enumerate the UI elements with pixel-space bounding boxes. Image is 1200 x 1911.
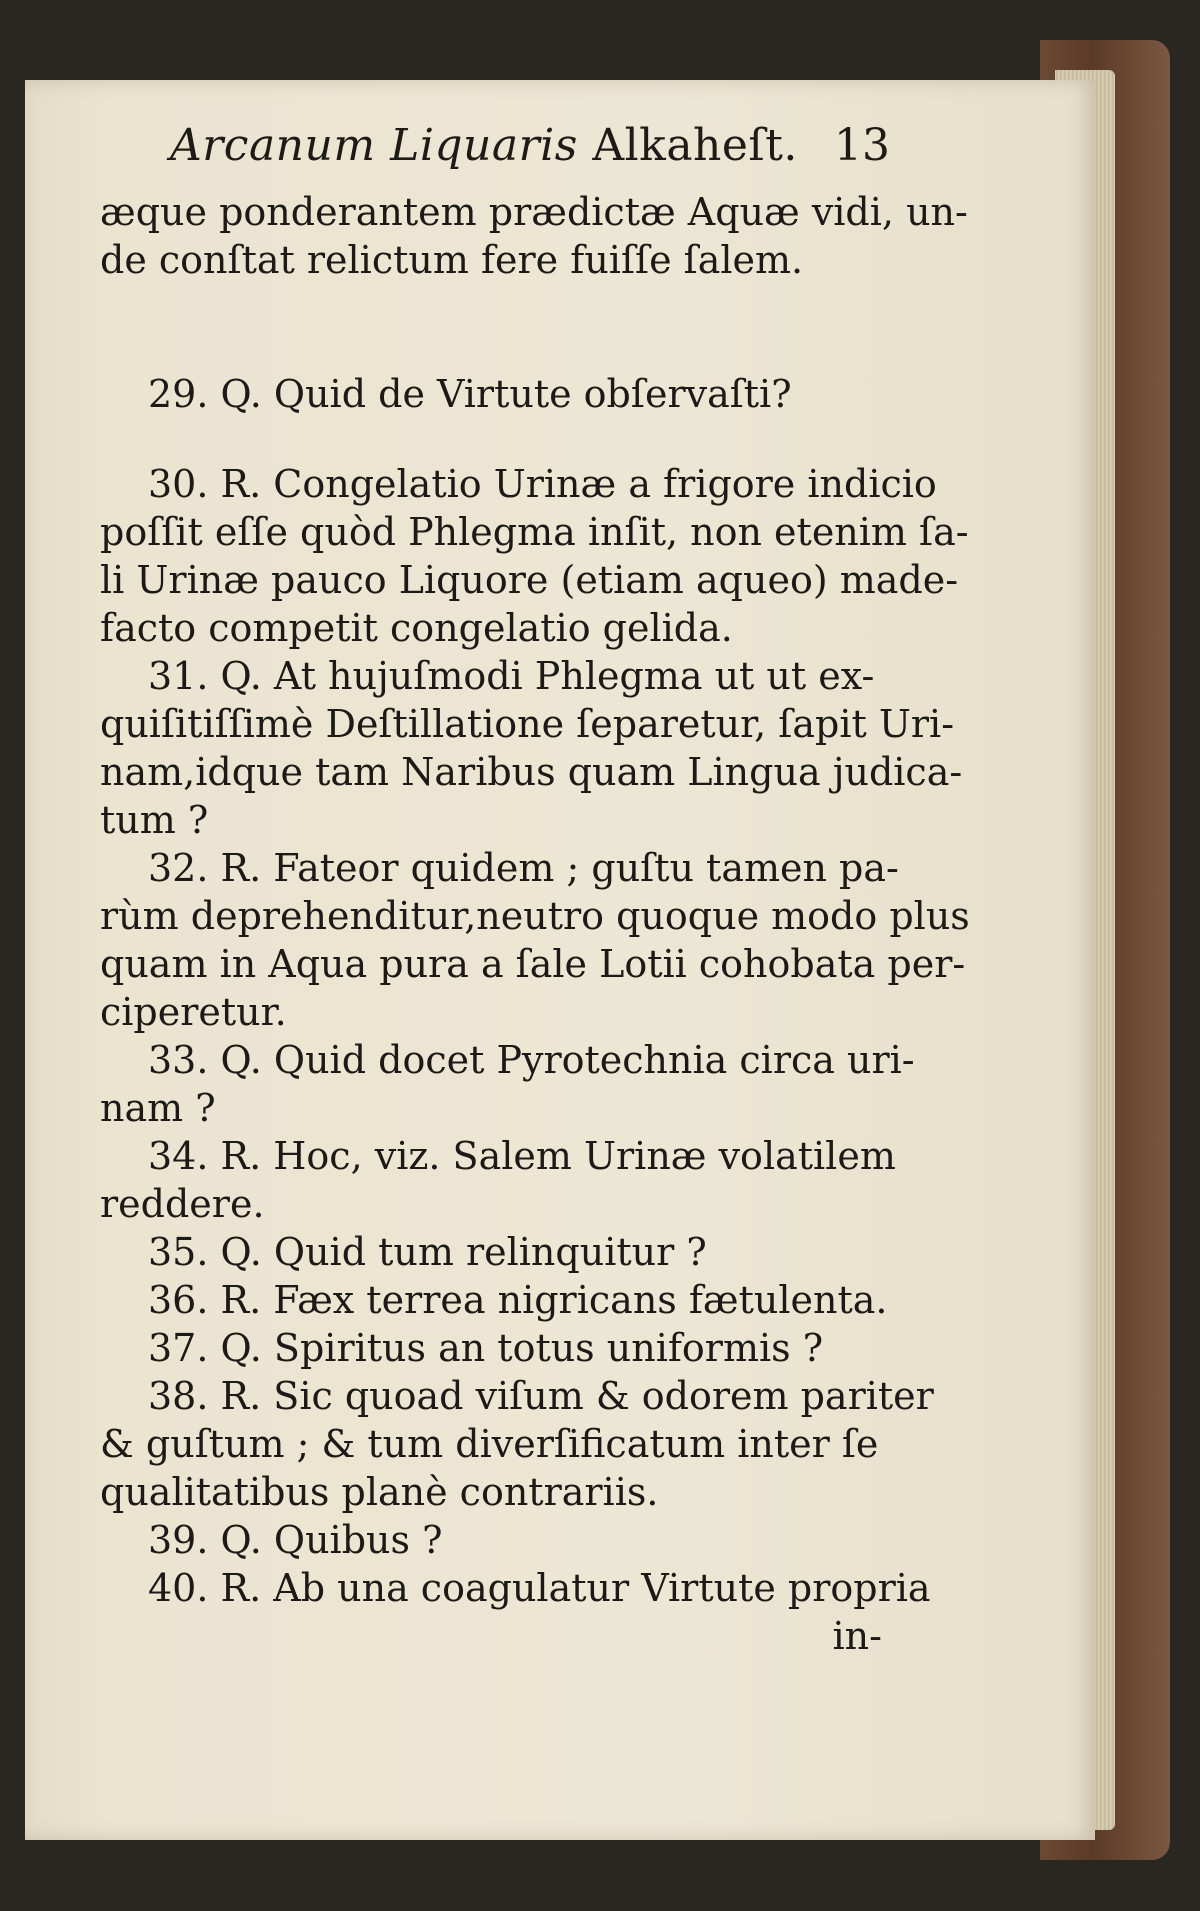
title-part-2: Liquaris [390,120,578,171]
text-line: 38. R. Sic quoad viſum & odorem pariter [148,1374,934,1418]
text-line: & guſtum ; & tum diverſificatum inter ſe [100,1422,879,1466]
text-line: ciperetur. [100,990,287,1034]
text-line: tum ? [100,798,209,842]
text-line: 39. Q. Quibus ? [148,1518,443,1562]
running-header [170,120,890,180]
text-line: 29. Q. Quid de Virtute obſervaſti? [148,372,792,416]
text-line: 36. R. Fæx terrea nigricans fætulenta. [148,1278,888,1322]
title-part-3: Alkaheſt. [592,120,798,171]
spacer [100,418,890,460]
text-line: facto competit congelatio gelida. [100,606,733,650]
text-line: reddere. [100,1182,265,1226]
text-line: li Urinæ pauco Liquore (etiam aqueo) made- [100,558,959,602]
text-line: rùm deprehenditur,neutro quoque modo plus [100,894,970,938]
text-line: qualitatibus planè contrariis. [100,1470,659,1514]
running-title [170,120,798,171]
text-line: 35. Q. Quid tum relinquitur ? [148,1230,707,1274]
spacer [100,284,890,370]
catchword: in- [832,1614,882,1658]
text-line: 37. Q. Spiritus an totus uniformis ? [148,1326,824,1370]
text-line: de conſtat relictum fere fuiſſe ſalem. [100,238,804,282]
text-line: nam ? [100,1086,216,1130]
page-number: 13 [834,120,890,171]
text-line: æque ponderantem prædictæ Aquæ vidi, un- [100,190,968,234]
text-line: nam,idque tam Naribus quam Lingua judica- [100,750,963,794]
text-line: quam in Aqua pura a ſale Lotii cohobata per- [100,942,966,986]
text-line: 33. Q. Quid docet Pyrotechnia circa uri- [148,1038,915,1082]
text-line: poſſit eſſe quòd Phlegma inſit, non etenim ſa- [100,510,969,554]
text-line: 32. R. Fateor quidem ; guſtu tamen pa- [148,846,899,890]
text-line: 34. R. Hoc, viz. Salem Urinæ volatilem [148,1134,896,1178]
body-text [100,188,970,1660]
title-part-1: Arcanum [170,120,376,171]
text-line: 40. R. Ab una coagulatur Virtute propria [148,1566,931,1610]
text-line: 31. Q. At hujuſmodi Phlegma ut ut ex- [148,654,875,698]
text-line: 30. R. Congelatio Urinæ a frigore indicio [148,462,937,506]
text-line: quiſitiſſimè Deſtillatione ſeparetur, ſapit Uri- [100,702,955,746]
